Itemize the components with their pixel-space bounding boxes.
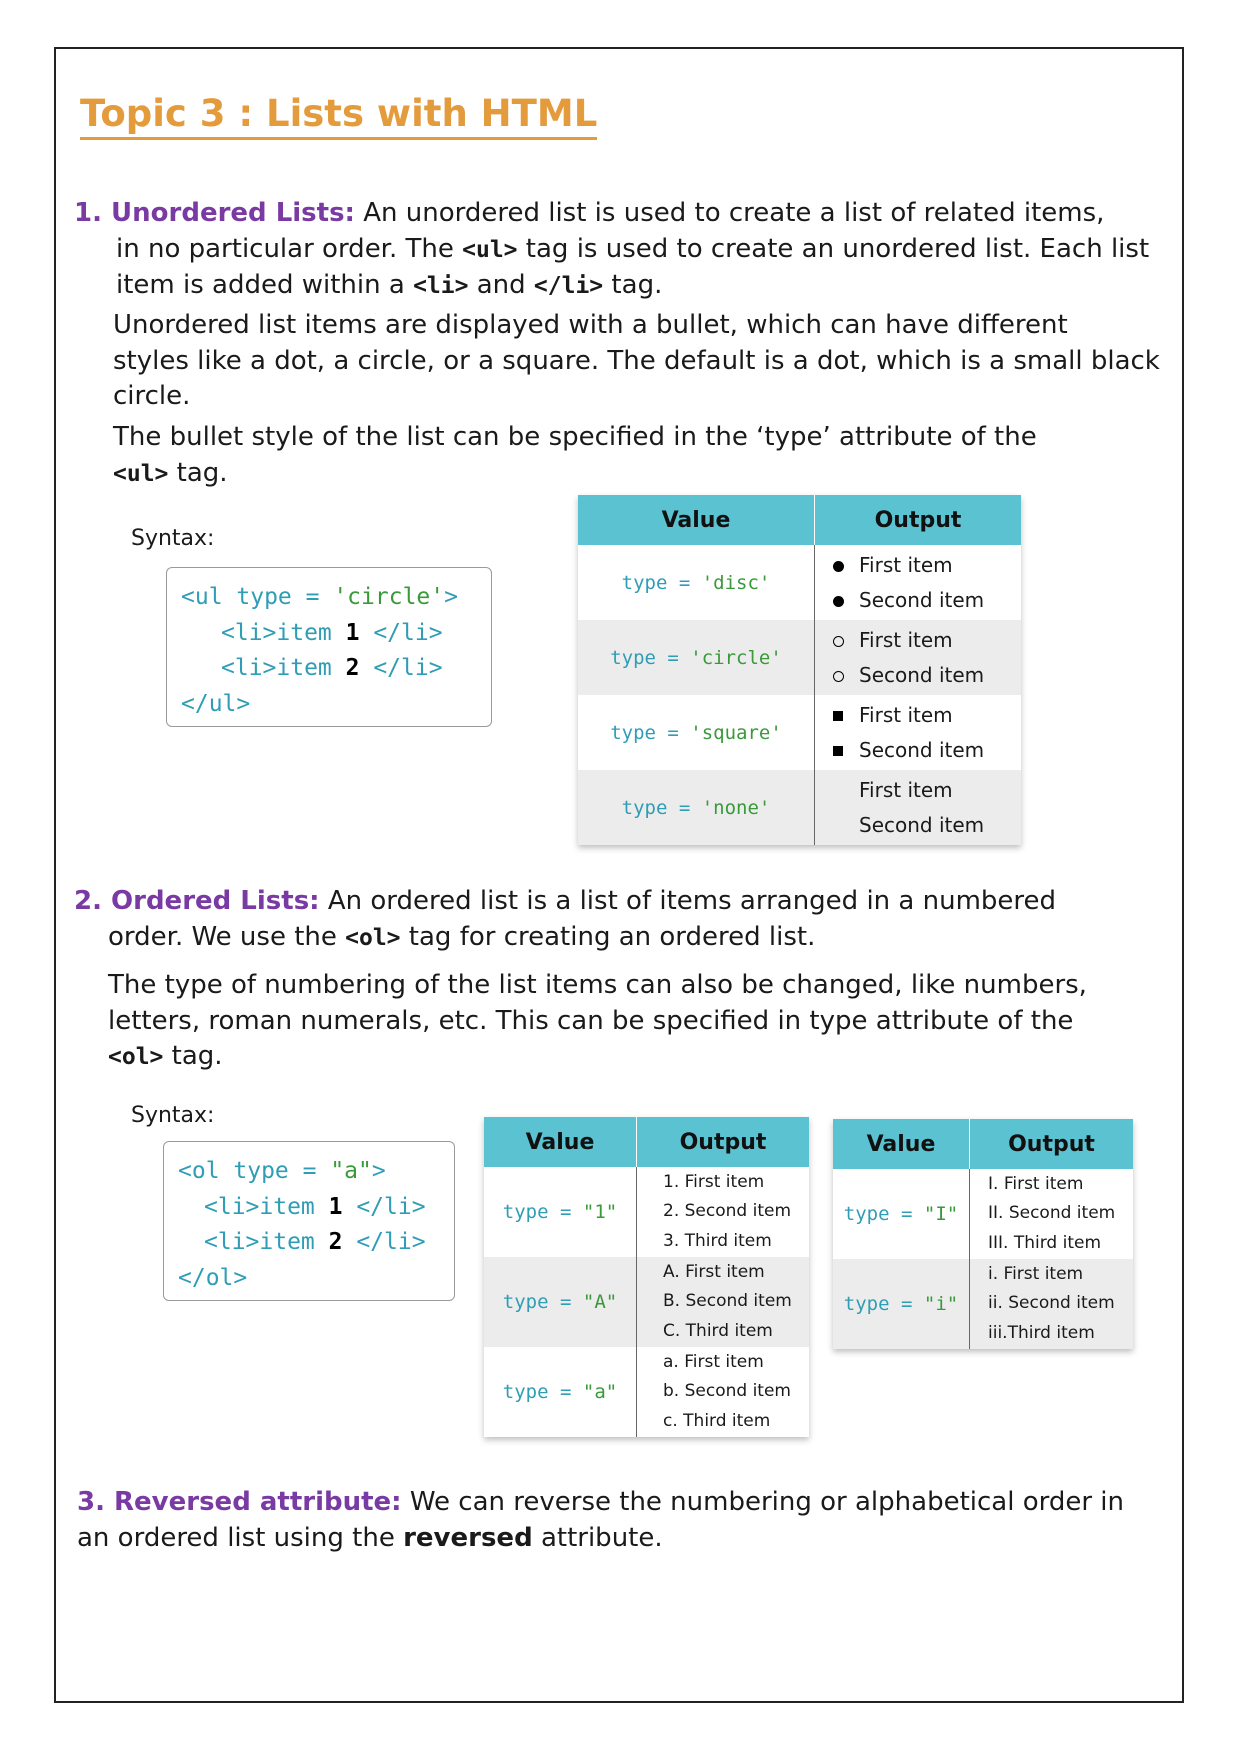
table-row: type = "1" 1. First item 2. Second item 3. Third item [484, 1167, 809, 1257]
table-header-output: Output [970, 1119, 1134, 1169]
square-bullet-icon [833, 746, 843, 756]
table-row: type = "a" a. First item b. Second item c. Third item [484, 1347, 809, 1437]
table-row: type = "I" I. First item II. Second item III. Third item [833, 1169, 1133, 1259]
section1-syntax-label: Syntax: [131, 526, 215, 551]
table-header-value: Value [484, 1117, 637, 1167]
table-row: type = "A" A. First item B. Second item C. Third item [484, 1257, 809, 1347]
section2-heading: 2. Ordered Lists: [74, 886, 320, 916]
section2-para2: The type of numbering of the list items can also be changed, like numbers, letters, roman numerals, etc. This can be specified in type attribute of the <ol> tag. [108, 970, 1087, 1071]
circle-bullet-icon [833, 671, 844, 682]
section1-code-box: <ul type = 'circle'> <li>item 1 </li> <li>item 2 </li> </ul> [166, 567, 492, 727]
disc-bullet-icon [833, 596, 844, 607]
table-row: type = 'none' First item Second item [578, 770, 1021, 845]
disc-bullet-icon [833, 561, 844, 572]
table-row: type = "i" i. First item ii. Second item iii.Third item [833, 1259, 1133, 1349]
section3-heading: 3. Reversed attribute: [77, 1487, 402, 1517]
table-row: type = 'square' First item Second item [578, 695, 1021, 770]
table-header-value: Value [578, 495, 815, 545]
table-row: type = 'circle' First item Second item [578, 620, 1021, 695]
section1-heading: 1. Unordered Lists: [74, 198, 355, 228]
section2-code-box: <ol type = "a"> <li>item 1 </li> <li>item 2 </li> </ol> [163, 1141, 455, 1301]
section1-para3: The bullet style of the list can be specified in the ‘type’ attribute of the <ul> tag. [113, 422, 1037, 488]
section3-para: 3. Reversed attribute: We can reverse the numbering or alphabetical order in an ordered list using the reversed attribute. [77, 1487, 1124, 1553]
unordered-types-table [578, 495, 1021, 845]
table-row: type = 'disc' First item Second item [578, 545, 1021, 620]
page-title: Topic 3 : Lists with HTML [80, 92, 597, 140]
table-header-output: Output [637, 1117, 810, 1167]
circle-bullet-icon [833, 636, 844, 647]
table-header-value: Value [833, 1119, 970, 1169]
roman-types-table [833, 1119, 1133, 1349]
table-header-output: Output [815, 495, 1022, 545]
section1-para1: 1. Unordered Lists: An unordered list is used to create a list of related items, in no particular order. The <ul> tag is used to create an unordered list. Each list item is added within a <li> and </li> tag. [74, 198, 1150, 300]
section2-syntax-label: Syntax: [131, 1103, 215, 1128]
section1-para2: Unordered list items are displayed with a bullet, which can have different styles like a dot, a circle, or a square. The default is a dot, which is a small black circle. [113, 310, 1160, 411]
ordered-types-table [484, 1117, 809, 1437]
square-bullet-icon [833, 711, 843, 721]
section2-para1: 2. Ordered Lists: An ordered list is a list of items arranged in a numbered order. We use the <ol> tag for creating an ordered list. [74, 886, 1057, 952]
